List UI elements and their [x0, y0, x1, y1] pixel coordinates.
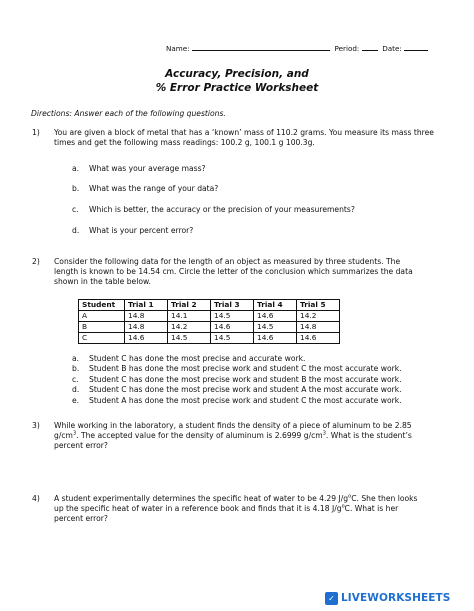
choice-text: Student B has done the most precise work and student C the most accurate work. — [89, 364, 402, 374]
table-cell: 14.8 — [297, 322, 340, 333]
table-row — [79, 322, 340, 333]
student-info-line — [166, 43, 446, 54]
question-3-line1: While working in the laboratory, a student finds the density of a piece of aluminum to be 2.85 — [54, 421, 412, 430]
question-2 — [32, 257, 446, 287]
superscript: o — [341, 503, 345, 510]
question-4-line3: percent error? — [54, 514, 108, 524]
liveworksheets-logo[interactable] — [325, 592, 450, 606]
choice-d[interactable] — [72, 385, 449, 395]
table-header-cell: Trial 5 — [297, 300, 340, 311]
question-3-line2 — [54, 431, 446, 441]
question-1b — [72, 184, 449, 194]
question-4-line2 — [54, 504, 446, 514]
table-header-cell: Student — [79, 300, 125, 311]
choice-letter: d. — [72, 385, 80, 395]
question-4-line2-part2: C. What is her — [344, 504, 399, 514]
question-1d — [72, 226, 449, 236]
table-header-cell: Trial 1 — [125, 300, 168, 311]
table-cell: B — [79, 322, 125, 333]
name-blank[interactable] — [192, 43, 330, 51]
choice-a[interactable] — [72, 354, 449, 364]
question-4-line1 — [54, 494, 446, 504]
choice-c[interactable] — [72, 374, 449, 385]
table-cell: 14.8 — [125, 311, 168, 322]
superscript: 3 — [72, 430, 77, 437]
table-cell: 14.6 — [254, 311, 297, 322]
logo-text: LIVEWORKSHEETS — [341, 592, 451, 604]
question-1c-text: Which is better, the accuracy or the precision of your measurements? — [89, 205, 355, 214]
question-1b-text: What was the range of your data? — [89, 184, 219, 193]
table-cell: 14.6 — [211, 322, 254, 333]
date-label: Date: — [382, 44, 402, 53]
choice-text: Student C has done the most precise and accurate work. — [89, 354, 306, 363]
question-2-choices — [72, 354, 449, 406]
question-1a — [72, 164, 449, 174]
table-cell: 14.1 — [168, 311, 211, 322]
question-4-line2-part1: up the specific heat of water in a reference book and finds that it is 4.18 J/g — [54, 504, 342, 514]
table-row — [79, 311, 340, 322]
question-1a-text: What was your average mass? — [89, 164, 206, 173]
question-1d-letter: d. — [72, 226, 80, 235]
question-3-line3: percent error? — [54, 441, 108, 451]
question-4-line1-part2: C. She then looks — [351, 494, 418, 503]
question-1d-text: What is your percent error? — [89, 226, 194, 235]
choice-letter: e. — [72, 395, 80, 405]
table-cell: 14.5 — [211, 333, 254, 344]
choice-letter: b. — [72, 364, 80, 374]
choice-text: Student A has done the most precise work and student C the most accurate work. — [89, 395, 402, 405]
question-1c-letter: c. — [72, 205, 79, 214]
question-4-line1-part1: A student experimentally determines the specific heat of water to be 4.29 J/g — [54, 494, 349, 503]
period-blank[interactable] — [362, 43, 378, 51]
superscript: 3 — [322, 430, 326, 437]
superscript: o — [348, 493, 352, 500]
question-3-line2-part1: g/cm — [54, 431, 73, 441]
question-3-number: 3) — [32, 421, 40, 430]
question-2-line3: shown in the table below. — [54, 277, 151, 287]
table-row — [79, 333, 340, 344]
question-4 — [32, 493, 446, 524]
question-2-line1: Consider the following data for the length of an object as measured by three students. The — [54, 257, 401, 266]
question-2-line2: length is known to be 14.54 cm. Circle the letter of the conclusion which summarizes the data — [54, 267, 413, 277]
table-cell: 14.6 — [297, 333, 340, 344]
table-cell: A — [79, 311, 125, 322]
question-1b-letter: b. — [72, 184, 80, 193]
table-cell: 14.6 — [254, 333, 297, 344]
table-cell: 14.5 — [168, 333, 211, 344]
period-label: Period: — [334, 44, 360, 53]
table-cell: C — [79, 333, 125, 344]
question-1-line1: You are given a block of metal that has a ‘known’ mass of 110.2 grams. You measure its mass three — [54, 128, 434, 137]
question-4-number: 4) — [32, 494, 40, 503]
table-cell: 14.5 — [211, 311, 254, 322]
trial-data-table — [78, 299, 340, 344]
table-cell: 14.6 — [125, 333, 168, 344]
date-blank[interactable] — [404, 43, 428, 51]
choice-e[interactable] — [72, 395, 449, 406]
choice-text: Student C has done the most precise work and student B the most accurate work. — [89, 374, 402, 384]
choice-letter: c. — [72, 374, 79, 384]
question-3-line2-part2: . The accepted value for the density of aluminum is 2.6999 g/cm — [76, 431, 323, 441]
table-cell: 14.2 — [297, 311, 340, 322]
table-header-row — [79, 300, 340, 311]
question-2-number: 2) — [32, 257, 40, 266]
question-3-line2-part3: . What is the student’s — [325, 431, 412, 441]
question-3 — [32, 421, 446, 451]
question-1a-letter: a. — [72, 164, 80, 173]
choice-letter: a. — [72, 354, 80, 363]
table-header-cell: Trial 3 — [211, 300, 254, 311]
directions-text: Directions: Answer each of the following questions. — [31, 109, 226, 118]
question-1c — [72, 205, 449, 215]
table-cell: 14.8 — [125, 322, 168, 333]
choice-text: Student C has done the most precise work and student A the most accurate work. — [89, 385, 402, 395]
table-cell: 14.2 — [168, 322, 211, 333]
table-header-cell: Trial 2 — [168, 300, 211, 311]
name-label: Name: — [166, 44, 190, 53]
question-1-number: 1) — [32, 128, 40, 137]
table-cell: 14.5 — [254, 322, 297, 333]
logo-badge-icon: ✓ — [325, 592, 338, 605]
question-1 — [32, 128, 446, 148]
choice-b[interactable] — [72, 364, 449, 374]
worksheet-title-line1: Accuracy, Precision, and — [165, 68, 309, 80]
worksheet-title-line2: % Error Practice Worksheet — [155, 82, 319, 94]
table-header-cell: Trial 4 — [254, 300, 297, 311]
question-1-line2: times and get the following mass readings: 100.2 g, 100.1 g 100.3g. — [54, 138, 315, 148]
